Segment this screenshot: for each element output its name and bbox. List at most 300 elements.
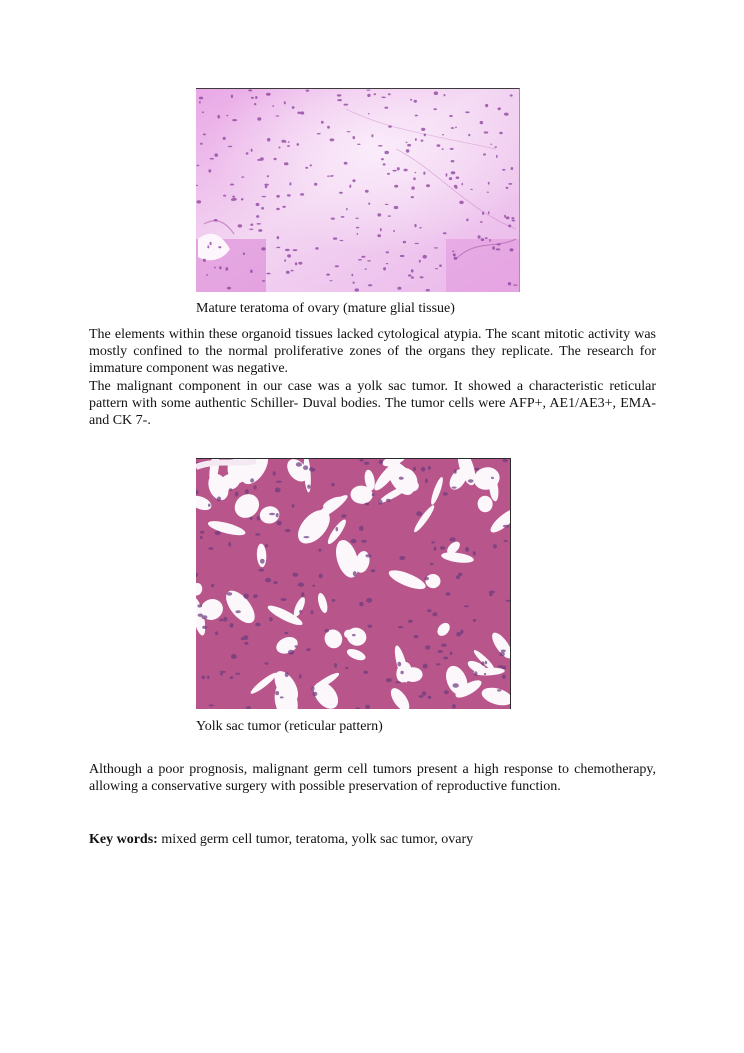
cell-nucleus bbox=[219, 619, 223, 622]
cell-nucleus bbox=[331, 218, 335, 220]
cell-nucleus bbox=[250, 224, 253, 226]
cell-nucleus bbox=[383, 267, 386, 270]
cell-nucleus bbox=[326, 274, 330, 276]
cell-nucleus bbox=[449, 177, 452, 180]
cell-nucleus bbox=[220, 671, 226, 673]
cell-nucleus bbox=[197, 604, 202, 607]
cell-nucleus bbox=[506, 216, 510, 219]
cell-nucleus bbox=[337, 94, 342, 96]
cell-nucleus bbox=[279, 147, 281, 149]
cell-nucleus bbox=[432, 612, 437, 616]
cell-nucleus bbox=[415, 138, 417, 141]
cell-nucleus bbox=[305, 167, 308, 169]
cell-nucleus bbox=[491, 477, 494, 479]
cell-nucleus bbox=[357, 233, 359, 235]
cell-nucleus bbox=[366, 90, 370, 91]
cell-nucleus bbox=[441, 644, 447, 647]
histology-micrograph-reticular bbox=[196, 459, 510, 709]
cell-nucleus bbox=[411, 276, 414, 278]
cell-nucleus bbox=[452, 704, 456, 708]
cell-nucleus bbox=[258, 229, 262, 232]
cell-nucleus bbox=[264, 662, 268, 664]
cell-nucleus bbox=[208, 169, 211, 172]
cell-nucleus bbox=[346, 208, 348, 211]
cell-nucleus bbox=[434, 247, 438, 248]
cell-nucleus bbox=[378, 145, 383, 147]
cell-nucleus bbox=[474, 671, 477, 676]
cell-nucleus bbox=[503, 525, 509, 528]
cell-nucleus bbox=[289, 182, 291, 185]
cell-nucleus bbox=[232, 196, 235, 198]
cell-nucleus bbox=[332, 599, 336, 602]
cell-nucleus bbox=[341, 514, 346, 518]
cell-nucleus bbox=[385, 204, 389, 205]
cell-nucleus bbox=[254, 103, 256, 105]
cell-nucleus bbox=[314, 183, 317, 186]
cell-nucleus bbox=[280, 696, 284, 698]
cell-nucleus bbox=[397, 167, 400, 170]
cell-nucleus bbox=[367, 260, 371, 261]
cell-nucleus bbox=[513, 285, 518, 286]
cell-nucleus bbox=[425, 479, 428, 484]
cell-nucleus bbox=[422, 692, 427, 696]
cell-nucleus bbox=[371, 569, 376, 572]
cell-nucleus bbox=[284, 259, 286, 261]
cell-nucleus bbox=[330, 138, 335, 141]
cell-nucleus bbox=[497, 689, 501, 691]
cell-nucleus bbox=[443, 232, 447, 234]
cell-nucleus bbox=[489, 591, 493, 596]
cell-nucleus bbox=[492, 246, 495, 250]
cell-nucleus bbox=[256, 215, 259, 218]
cell-nucleus bbox=[255, 96, 257, 99]
cell-nucleus bbox=[438, 650, 444, 653]
cell-nucleus bbox=[223, 137, 226, 140]
cell-nucleus bbox=[255, 623, 260, 627]
cell-nucleus bbox=[397, 287, 401, 290]
cell-nucleus bbox=[284, 162, 289, 165]
cell-nucleus bbox=[202, 111, 204, 113]
cell-nucleus bbox=[481, 238, 484, 241]
cell-nucleus bbox=[442, 134, 444, 135]
cell-nucleus bbox=[356, 227, 359, 229]
cell-nucleus bbox=[388, 215, 391, 216]
cell-nucleus bbox=[276, 195, 280, 198]
cell-nucleus bbox=[363, 671, 368, 674]
cell-nucleus bbox=[197, 165, 200, 166]
cell-nucleus bbox=[442, 148, 444, 150]
cell-nucleus bbox=[502, 666, 506, 669]
cell-nucleus bbox=[200, 536, 203, 539]
cell-nucleus bbox=[508, 282, 511, 285]
cell-nucleus bbox=[473, 551, 476, 555]
cell-nucleus bbox=[407, 144, 411, 147]
cell-nucleus bbox=[202, 676, 206, 680]
cell-nucleus bbox=[318, 549, 321, 552]
cell-nucleus bbox=[437, 144, 441, 147]
cell-nucleus bbox=[483, 153, 486, 155]
cell-nucleus bbox=[394, 206, 399, 209]
cell-nucleus bbox=[235, 610, 240, 613]
cell-nucleus bbox=[230, 676, 234, 679]
cell-nucleus bbox=[286, 271, 290, 274]
cell-nucleus bbox=[462, 183, 464, 186]
cell-nucleus bbox=[377, 234, 381, 237]
cell-nucleus bbox=[420, 276, 424, 278]
cell-nucleus bbox=[454, 470, 457, 474]
cell-nucleus bbox=[424, 134, 426, 137]
cell-nucleus bbox=[453, 683, 459, 688]
cell-nucleus bbox=[231, 654, 237, 659]
cell-nucleus bbox=[232, 119, 237, 121]
cell-nucleus bbox=[466, 219, 468, 222]
cell-nucleus bbox=[434, 91, 438, 95]
cell-nucleus bbox=[490, 144, 492, 145]
cell-nucleus bbox=[411, 196, 414, 198]
cell-nucleus bbox=[365, 705, 370, 709]
cell-nucleus bbox=[274, 581, 278, 584]
cell-nucleus bbox=[293, 249, 298, 251]
cell-nucleus bbox=[321, 121, 324, 124]
cell-nucleus bbox=[349, 185, 351, 188]
cell-nucleus bbox=[411, 270, 413, 273]
cell-nucleus bbox=[508, 225, 511, 228]
cell-nucleus bbox=[365, 190, 369, 193]
cell-nucleus bbox=[500, 652, 505, 657]
cell-nucleus bbox=[380, 228, 382, 231]
cell-nucleus bbox=[358, 259, 362, 261]
cell-nucleus bbox=[352, 634, 356, 636]
cell-nucleus bbox=[229, 488, 232, 491]
cell-nucleus bbox=[344, 162, 348, 165]
cell-nucleus bbox=[260, 157, 264, 160]
cell-nucleus bbox=[249, 229, 253, 230]
cell-nucleus bbox=[261, 207, 264, 210]
keywords-label: Key words: bbox=[89, 832, 158, 847]
cell-nucleus bbox=[353, 282, 355, 284]
cell-nucleus bbox=[281, 598, 287, 601]
cell-nucleus bbox=[452, 487, 457, 489]
cell-nucleus bbox=[374, 93, 377, 95]
cell-nucleus bbox=[285, 249, 290, 251]
cell-nucleus bbox=[276, 247, 280, 248]
cell-nucleus bbox=[269, 617, 273, 621]
cell-nucleus bbox=[288, 141, 290, 143]
cell-nucleus bbox=[265, 544, 268, 548]
cell-nucleus bbox=[300, 193, 304, 196]
cell-nucleus bbox=[199, 101, 201, 104]
cell-nucleus bbox=[226, 115, 228, 116]
cell-nucleus bbox=[425, 577, 429, 580]
cell-nucleus bbox=[309, 467, 313, 471]
cell-nucleus bbox=[306, 648, 310, 651]
cell-nucleus bbox=[265, 185, 267, 188]
cell-nucleus bbox=[427, 609, 431, 612]
cell-nucleus bbox=[352, 179, 355, 182]
cell-nucleus bbox=[218, 246, 221, 248]
cell-nucleus bbox=[468, 134, 470, 137]
cell-nucleus bbox=[238, 224, 243, 227]
cell-nucleus bbox=[416, 511, 422, 516]
cell-nucleus bbox=[502, 459, 507, 462]
cell-nucleus bbox=[293, 573, 299, 577]
cell-nucleus bbox=[368, 625, 373, 628]
cell-nucleus bbox=[400, 255, 405, 257]
cell-nucleus bbox=[285, 672, 289, 677]
cell-nucleus bbox=[473, 619, 477, 622]
cell-nucleus bbox=[303, 465, 308, 470]
cell-nucleus bbox=[198, 614, 203, 617]
cell-nucleus bbox=[366, 598, 372, 603]
cell-nucleus bbox=[496, 155, 498, 158]
cell-nucleus bbox=[451, 160, 455, 162]
cell-nucleus bbox=[394, 185, 398, 188]
cell-nucleus bbox=[341, 216, 345, 218]
cell-nucleus bbox=[379, 460, 383, 465]
cell-nucleus bbox=[406, 142, 408, 143]
cell-nucleus bbox=[482, 212, 484, 215]
figure-yolk-sac-tumor-image bbox=[196, 458, 511, 709]
cell-nucleus bbox=[451, 171, 456, 174]
cell-nucleus bbox=[315, 247, 318, 250]
cell-nucleus bbox=[406, 149, 410, 153]
cell-nucleus bbox=[228, 146, 232, 147]
cell-nucleus bbox=[446, 173, 448, 177]
cell-nucleus bbox=[400, 671, 403, 674]
cell-nucleus bbox=[230, 184, 234, 186]
cell-nucleus bbox=[257, 117, 261, 120]
cell-nucleus bbox=[395, 681, 400, 683]
cell-nucleus bbox=[386, 251, 389, 253]
cell-nucleus bbox=[311, 687, 314, 691]
cell-nucleus bbox=[381, 158, 384, 160]
cell-nucleus bbox=[414, 100, 417, 103]
cell-nucleus bbox=[267, 138, 270, 142]
cell-nucleus bbox=[337, 99, 342, 101]
cell-nucleus bbox=[288, 650, 294, 655]
cell-nucleus bbox=[355, 288, 359, 291]
cell-nucleus bbox=[287, 254, 291, 257]
cell-nucleus bbox=[300, 111, 304, 114]
cell-nucleus bbox=[365, 554, 371, 557]
cell-nucleus bbox=[211, 584, 214, 587]
cell-nucleus bbox=[359, 526, 364, 531]
cell-nucleus bbox=[443, 492, 448, 495]
figure-caption: Mature teratoma of ovary (mature glial tissue) bbox=[196, 301, 455, 316]
cell-nucleus bbox=[214, 153, 218, 156]
cell-nucleus bbox=[456, 632, 461, 637]
cell-nucleus bbox=[452, 251, 454, 253]
cell-nucleus bbox=[266, 273, 270, 275]
cell-nucleus bbox=[439, 265, 442, 267]
cell-nucleus bbox=[241, 176, 244, 177]
cell-nucleus bbox=[428, 466, 431, 470]
cell-nucleus bbox=[512, 220, 516, 222]
cell-nucleus bbox=[384, 107, 388, 109]
cell-nucleus bbox=[428, 696, 432, 699]
cell-nucleus bbox=[423, 172, 425, 175]
cell-nucleus bbox=[502, 675, 506, 680]
cell-nucleus bbox=[332, 175, 334, 176]
cell-nucleus bbox=[313, 692, 318, 696]
cell-nucleus bbox=[250, 478, 254, 482]
cell-nucleus bbox=[386, 678, 392, 682]
cell-nucleus bbox=[419, 695, 424, 697]
cell-nucleus bbox=[219, 266, 221, 269]
cell-nucleus bbox=[504, 540, 508, 542]
cell-nucleus bbox=[494, 146, 497, 148]
cell-nucleus bbox=[434, 547, 437, 551]
cell-nucleus bbox=[311, 610, 314, 614]
cell-nucleus bbox=[243, 594, 248, 599]
cell-nucleus bbox=[381, 97, 386, 99]
cell-nucleus bbox=[202, 626, 207, 629]
cell-nucleus bbox=[384, 151, 389, 154]
cell-nucleus bbox=[470, 189, 473, 190]
cell-nucleus bbox=[414, 224, 416, 227]
cell-nucleus bbox=[364, 462, 369, 465]
cell-nucleus bbox=[277, 236, 280, 239]
cell-nucleus bbox=[207, 676, 210, 680]
cell-nucleus bbox=[210, 242, 212, 246]
cell-nucleus bbox=[251, 149, 253, 152]
cell-nucleus bbox=[455, 127, 457, 129]
cell-nucleus bbox=[275, 691, 279, 695]
cell-nucleus bbox=[253, 594, 258, 598]
cell-nucleus bbox=[388, 125, 392, 127]
cell-nucleus bbox=[504, 215, 506, 218]
cell-nucleus bbox=[372, 493, 375, 496]
body-paragraph bbox=[89, 326, 656, 429]
cell-nucleus bbox=[413, 177, 416, 180]
cell-nucleus bbox=[347, 131, 351, 132]
cell-nucleus bbox=[508, 183, 512, 185]
cell-nucleus bbox=[285, 529, 291, 532]
cell-nucleus bbox=[214, 219, 218, 221]
cell-nucleus bbox=[303, 536, 309, 538]
cell-nucleus bbox=[510, 94, 513, 96]
cell-nucleus bbox=[368, 113, 370, 114]
cell-nucleus bbox=[327, 175, 329, 177]
cell-nucleus bbox=[393, 230, 395, 233]
keywords-text: mixed germ cell tumor, teratoma, yolk sac tumor, ovary bbox=[157, 832, 474, 847]
cell-nucleus bbox=[436, 663, 440, 665]
cell-nucleus bbox=[319, 574, 323, 578]
cell-nucleus bbox=[267, 175, 269, 177]
body-paragraph: Although a poor prognosis, malignant germ cell tumors present a high response to chemotherapy, allowing a conservative surgery with possible preservation of reproductive function. bbox=[89, 762, 656, 795]
cell-nucleus bbox=[383, 163, 386, 165]
cell-nucleus bbox=[209, 547, 214, 550]
cell-nucleus bbox=[203, 259, 206, 262]
cell-nucleus bbox=[298, 583, 304, 587]
cell-nucleus bbox=[451, 127, 454, 129]
histology-micrograph-glial bbox=[196, 89, 519, 292]
cell-nucleus bbox=[511, 167, 514, 170]
cell-nucleus bbox=[228, 542, 231, 547]
cell-nucleus bbox=[306, 90, 310, 92]
cell-nucleus bbox=[511, 217, 514, 219]
cell-nucleus bbox=[368, 284, 372, 286]
cell-nucleus bbox=[215, 631, 218, 635]
cell-nucleus bbox=[431, 541, 435, 543]
cell-nucleus bbox=[386, 499, 391, 502]
cell-nucleus bbox=[480, 121, 484, 124]
cell-nucleus bbox=[334, 663, 337, 668]
cell-nucleus bbox=[465, 547, 469, 552]
cell-nucleus bbox=[493, 544, 497, 548]
cell-nucleus bbox=[414, 635, 419, 638]
cell-nucleus bbox=[223, 617, 227, 622]
cell-nucleus bbox=[367, 94, 370, 97]
cell-nucleus bbox=[225, 267, 228, 271]
cell-nucleus bbox=[392, 170, 396, 172]
cell-nucleus bbox=[361, 540, 367, 543]
cell-nucleus bbox=[421, 467, 425, 472]
cell-nucleus bbox=[274, 158, 277, 160]
cell-nucleus bbox=[497, 243, 501, 245]
cell-nucleus bbox=[248, 89, 252, 91]
cell-nucleus bbox=[312, 585, 315, 587]
cell-nucleus bbox=[333, 237, 337, 239]
cell-nucleus bbox=[459, 201, 464, 205]
cell-nucleus bbox=[287, 194, 291, 196]
cell-nucleus bbox=[265, 578, 271, 583]
cell-nucleus bbox=[419, 260, 421, 263]
cell-nucleus bbox=[353, 136, 356, 139]
cell-nucleus bbox=[411, 186, 415, 189]
cell-nucleus bbox=[231, 198, 235, 201]
cell-nucleus bbox=[455, 186, 458, 189]
paragraph-text: The elements within these organoid tissues lacked cytological atypia. The scant mitotic activity was mostly confined to the normal proliferative zones of the organs they replicate. The research for immature component was negative. bbox=[89, 327, 656, 377]
cell-nucleus bbox=[200, 143, 203, 145]
cell-nucleus bbox=[377, 213, 381, 216]
cell-nucleus bbox=[291, 270, 294, 272]
cell-nucleus bbox=[273, 471, 276, 476]
cell-nucleus bbox=[324, 629, 329, 633]
cell-nucleus bbox=[209, 704, 214, 706]
cell-nucleus bbox=[276, 115, 280, 116]
cell-nucleus bbox=[446, 592, 451, 596]
cell-nucleus bbox=[484, 673, 486, 675]
cell-nucleus bbox=[371, 134, 373, 137]
cell-nucleus bbox=[299, 610, 302, 614]
cell-nucleus bbox=[444, 690, 449, 694]
cell-nucleus bbox=[336, 527, 339, 531]
figure-mature-teratoma-image bbox=[196, 88, 520, 292]
cell-nucleus bbox=[260, 559, 265, 564]
cell-nucleus bbox=[504, 113, 508, 116]
cell-nucleus bbox=[378, 499, 382, 504]
cell-nucleus bbox=[487, 192, 489, 193]
cell-nucleus bbox=[449, 537, 455, 541]
cell-nucleus bbox=[197, 200, 202, 203]
cell-nucleus bbox=[296, 462, 302, 466]
cell-nucleus bbox=[403, 241, 406, 244]
cell-nucleus bbox=[220, 673, 223, 676]
cell-nucleus bbox=[307, 485, 310, 489]
cell-nucleus bbox=[257, 516, 260, 521]
cell-nucleus bbox=[453, 253, 456, 256]
cell-nucleus bbox=[410, 99, 412, 101]
cell-nucleus bbox=[368, 203, 370, 205]
cell-nucleus bbox=[301, 592, 304, 597]
cell-nucleus bbox=[251, 97, 254, 99]
cell-nucleus bbox=[506, 187, 509, 189]
cell-nucleus bbox=[214, 267, 216, 269]
cell-nucleus bbox=[496, 248, 501, 250]
cell-nucleus bbox=[351, 539, 357, 543]
cell-nucleus bbox=[421, 140, 424, 142]
